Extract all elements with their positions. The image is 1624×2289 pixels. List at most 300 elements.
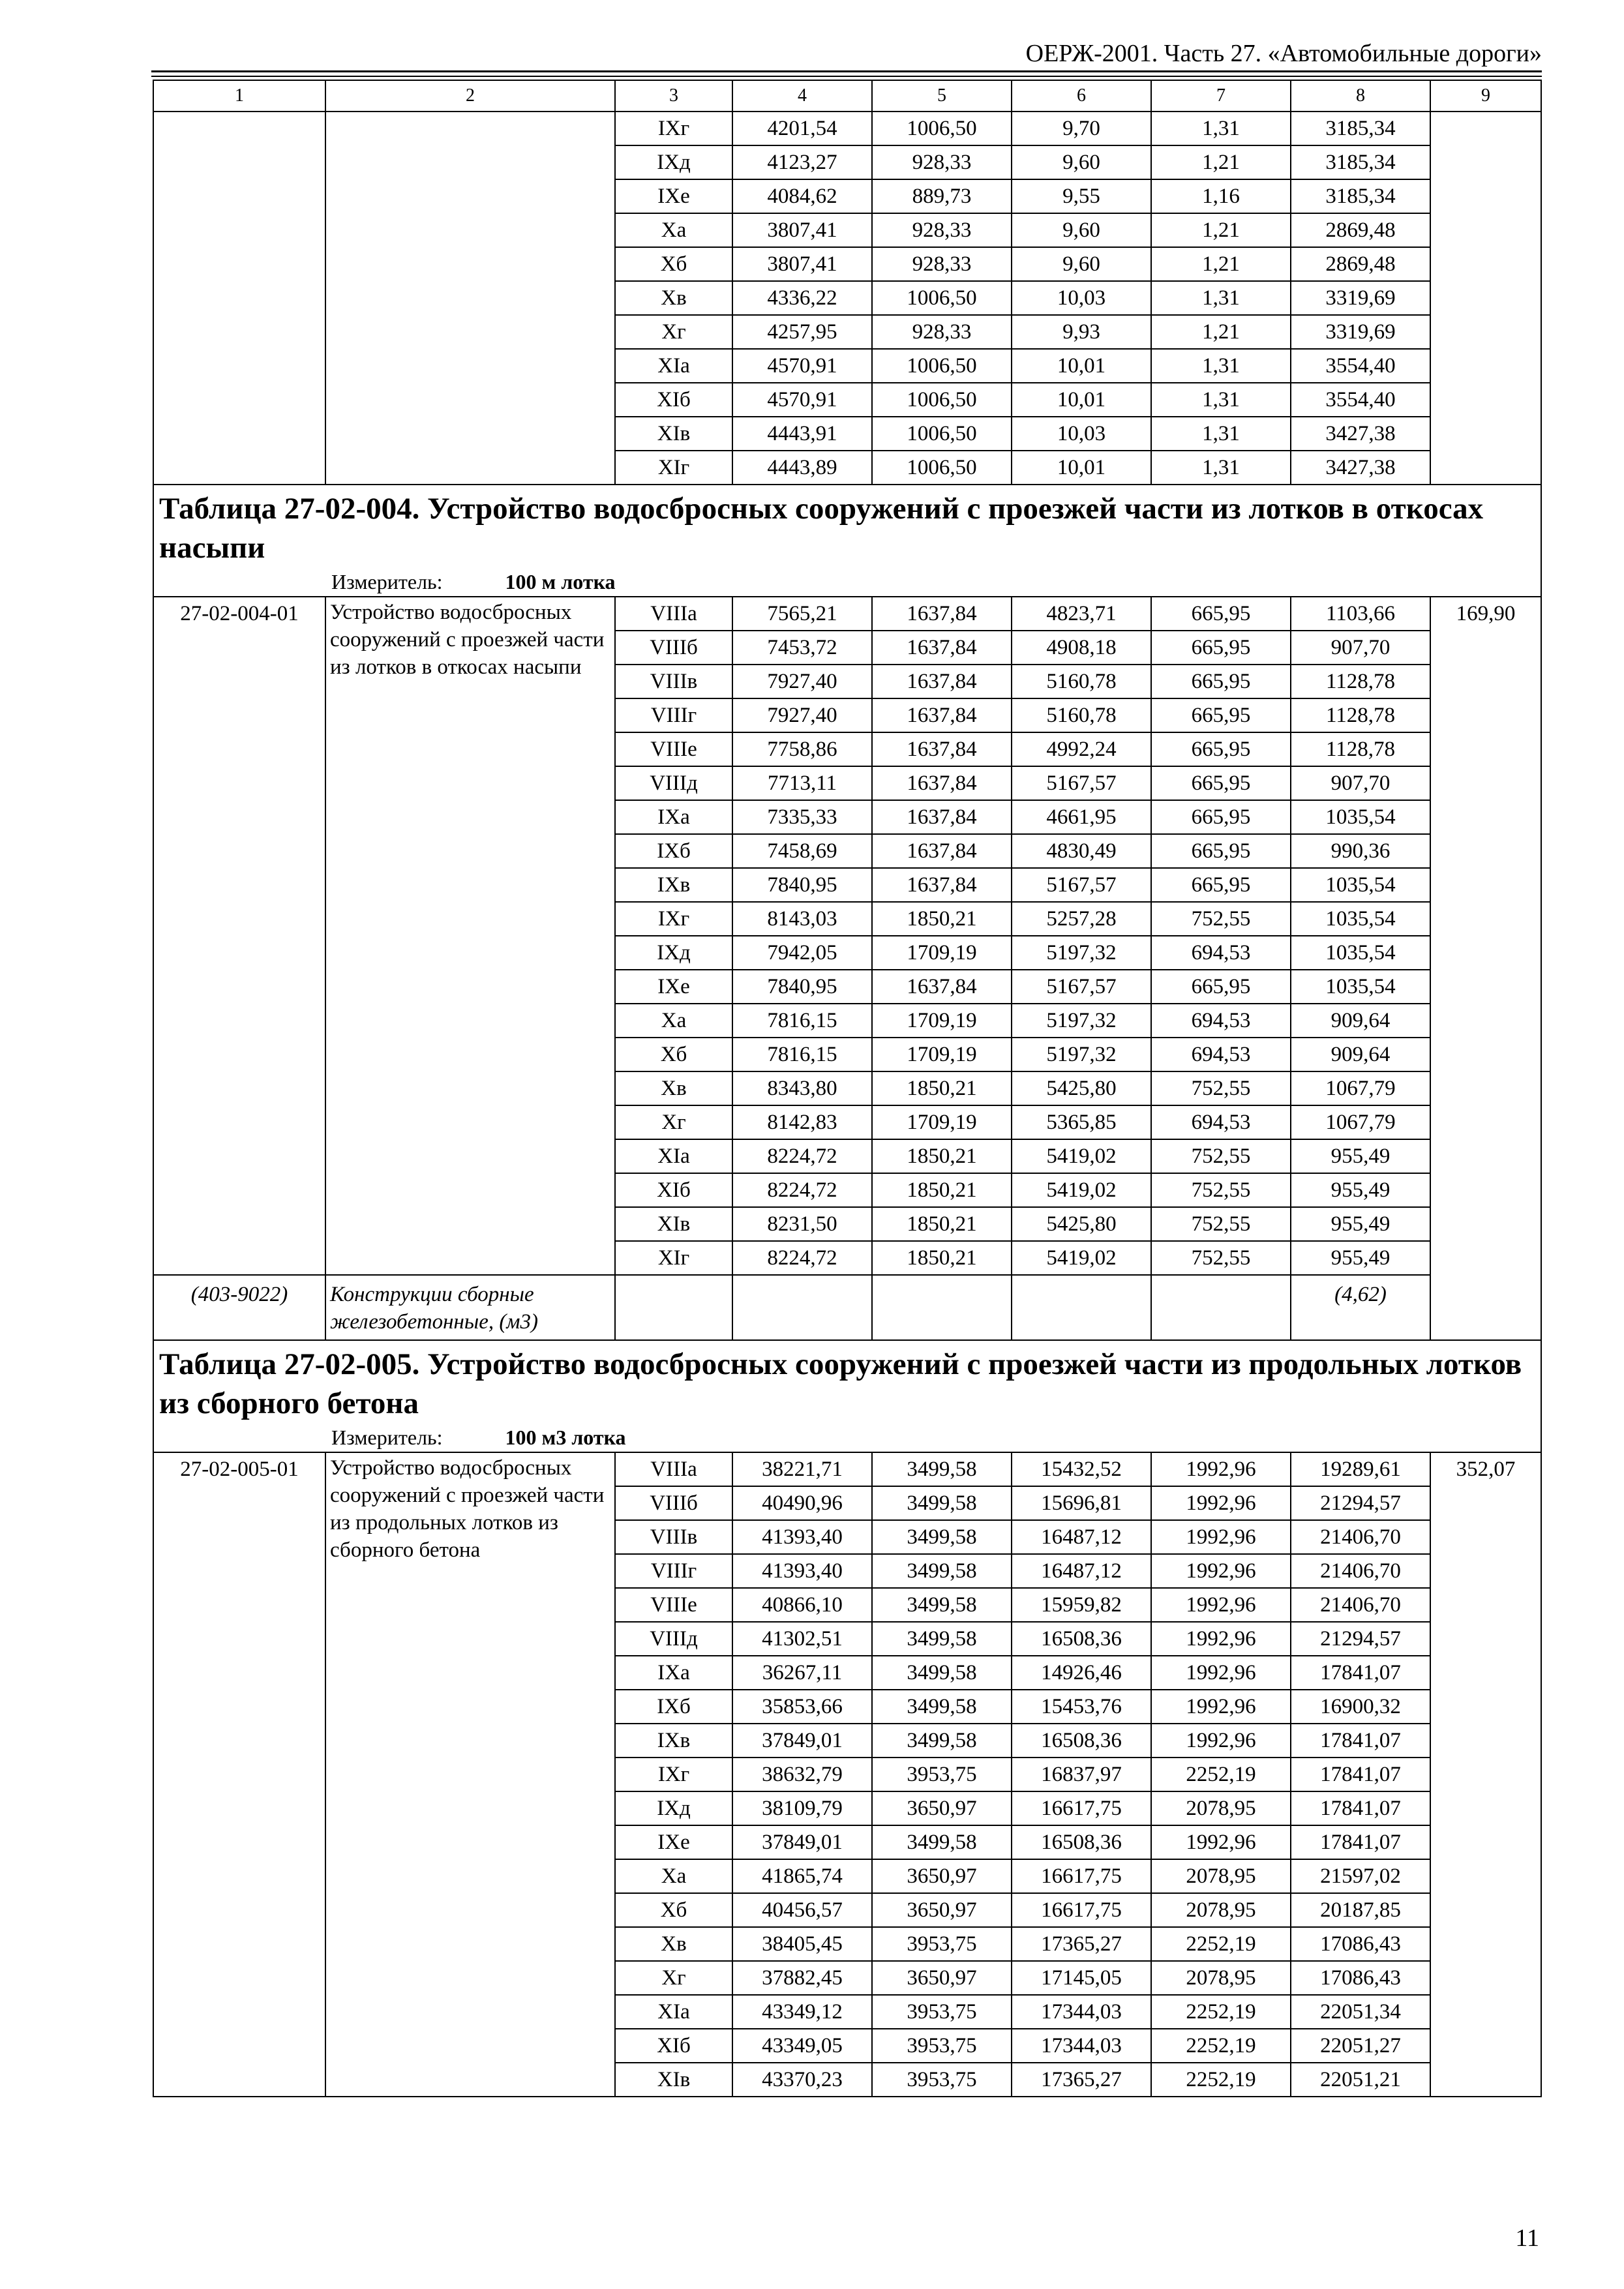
zone-cell: VIIIа bbox=[615, 1452, 732, 1486]
zone-cell: VIIIе bbox=[615, 1588, 732, 1622]
zone-cell: VIIIа bbox=[615, 597, 732, 631]
total-cost-cell: 43349,05 bbox=[732, 2029, 872, 2063]
materials-cell: 3185,34 bbox=[1291, 145, 1430, 179]
machinist-wages-cell: 1992,96 bbox=[1151, 1452, 1291, 1486]
materials-cell: 17841,07 bbox=[1291, 1724, 1430, 1758]
note-row bbox=[153, 1275, 1541, 1340]
machines-cell: 15453,76 bbox=[1012, 1690, 1151, 1724]
materials-cell: 3319,69 bbox=[1291, 281, 1430, 315]
measure-cell bbox=[153, 567, 1541, 597]
wages-cell: 1850,21 bbox=[872, 902, 1012, 936]
materials-cell: 1035,54 bbox=[1291, 800, 1430, 834]
zone-cell: Xв bbox=[615, 1927, 732, 1961]
table-row bbox=[153, 1452, 1541, 1486]
materials-cell: 955,49 bbox=[1291, 1207, 1430, 1241]
machinist-wages-cell: 2252,19 bbox=[1151, 1927, 1291, 1961]
zone-cell: VIIIд bbox=[615, 1622, 732, 1656]
zone-cell: VIIIг bbox=[615, 698, 732, 732]
wages-cell: 1637,84 bbox=[872, 631, 1012, 665]
rates-table bbox=[153, 80, 1542, 2097]
wages-cell: 3953,75 bbox=[872, 1927, 1012, 1961]
machines-cell: 5419,02 bbox=[1012, 1241, 1151, 1275]
wages-cell: 1637,84 bbox=[872, 970, 1012, 1004]
wages-cell: 3499,58 bbox=[872, 1520, 1012, 1554]
materials-cell: 2869,48 bbox=[1291, 247, 1430, 281]
materials-cell: 909,64 bbox=[1291, 1004, 1430, 1038]
materials-cell: 19289,61 bbox=[1291, 1452, 1430, 1486]
total-cost-cell: 41393,40 bbox=[732, 1554, 872, 1588]
machines-cell: 10,01 bbox=[1012, 451, 1151, 485]
machinist-wages-cell: 665,95 bbox=[1151, 698, 1291, 732]
wages-cell: 1637,84 bbox=[872, 665, 1012, 698]
machines-cell: 16617,75 bbox=[1012, 1859, 1151, 1893]
machinist-wages-cell: 2252,19 bbox=[1151, 2029, 1291, 2063]
machinist-wages-cell: 2252,19 bbox=[1151, 1995, 1291, 2029]
machines-cell: 9,70 bbox=[1012, 112, 1151, 145]
machinist-wages-cell: 694,53 bbox=[1151, 1004, 1291, 1038]
zone-cell: IXа bbox=[615, 800, 732, 834]
wages-cell: 3499,58 bbox=[872, 1724, 1012, 1758]
total-cost-cell: 3807,41 bbox=[732, 213, 872, 247]
column-number-9: 9 bbox=[1430, 80, 1541, 112]
materials-cell: 955,49 bbox=[1291, 1139, 1430, 1173]
machines-cell: 17344,03 bbox=[1012, 2029, 1151, 2063]
machines-cell: 5167,57 bbox=[1012, 970, 1151, 1004]
machinist-wages-cell: 1992,96 bbox=[1151, 1588, 1291, 1622]
total-cost-cell: 41865,74 bbox=[732, 1859, 872, 1893]
zone-cell: XIв bbox=[615, 2063, 732, 2097]
machinist-wages-cell: 694,53 bbox=[1151, 936, 1291, 970]
wages-cell: 3650,97 bbox=[872, 1961, 1012, 1995]
total-cost-cell: 7713,11 bbox=[732, 766, 872, 800]
column-number-3: 3 bbox=[615, 80, 732, 112]
materials-cell: 990,36 bbox=[1291, 834, 1430, 868]
total-cost-cell: 7758,86 bbox=[732, 732, 872, 766]
machines-cell: 16487,12 bbox=[1012, 1520, 1151, 1554]
machines-cell: 16508,36 bbox=[1012, 1825, 1151, 1859]
materials-cell: 955,49 bbox=[1291, 1241, 1430, 1275]
total-cost-cell: 4570,91 bbox=[732, 383, 872, 417]
zone-cell: Xа bbox=[615, 1859, 732, 1893]
wages-cell: 1850,21 bbox=[872, 1139, 1012, 1173]
wages-cell: 3499,58 bbox=[872, 1825, 1012, 1859]
machines-cell: 9,60 bbox=[1012, 145, 1151, 179]
materials-cell: 1128,78 bbox=[1291, 665, 1430, 698]
wages-cell: 1637,84 bbox=[872, 698, 1012, 732]
machines-cell: 5160,78 bbox=[1012, 698, 1151, 732]
column-number-1: 1 bbox=[153, 80, 325, 112]
wages-cell: 1006,50 bbox=[872, 417, 1012, 451]
total-cost-cell: 37882,45 bbox=[732, 1961, 872, 1995]
zone-cell: Xв bbox=[615, 281, 732, 315]
machines-cell: 9,60 bbox=[1012, 247, 1151, 281]
total-cost-cell: 38221,71 bbox=[732, 1452, 872, 1486]
wages-cell: 928,33 bbox=[872, 213, 1012, 247]
column-number-6: 6 bbox=[1012, 80, 1151, 112]
machinist-wages-cell: 665,95 bbox=[1151, 970, 1291, 1004]
column-number-row bbox=[153, 80, 1541, 112]
machines-cell: 16617,75 bbox=[1012, 1893, 1151, 1927]
zone-cell: IXе bbox=[615, 1825, 732, 1859]
empty-cell bbox=[732, 1275, 872, 1340]
machinist-wages-cell: 1,16 bbox=[1151, 179, 1291, 213]
machines-cell: 4992,24 bbox=[1012, 732, 1151, 766]
machinist-wages-cell: 1,21 bbox=[1151, 213, 1291, 247]
zone-cell: IXд bbox=[615, 145, 732, 179]
zone-cell: VIIIв bbox=[615, 665, 732, 698]
total-cost-cell: 8224,72 bbox=[732, 1173, 872, 1207]
wages-cell: 1006,50 bbox=[872, 451, 1012, 485]
machines-cell: 4830,49 bbox=[1012, 834, 1151, 868]
zone-cell: Xг bbox=[615, 1961, 732, 1995]
zone-cell: IXа bbox=[615, 1656, 732, 1690]
total-cost-cell: 7816,15 bbox=[732, 1004, 872, 1038]
zone-cell: Xб bbox=[615, 247, 732, 281]
machinist-wages-cell: 665,95 bbox=[1151, 834, 1291, 868]
materials-cell: 907,70 bbox=[1291, 766, 1430, 800]
total-cost-cell: 40490,96 bbox=[732, 1486, 872, 1520]
machines-cell: 5257,28 bbox=[1012, 902, 1151, 936]
wages-cell: 928,33 bbox=[872, 145, 1012, 179]
total-cost-cell: 4443,91 bbox=[732, 417, 872, 451]
zone-cell: Xб bbox=[615, 1038, 732, 1071]
machinist-wages-cell: 1992,96 bbox=[1151, 1554, 1291, 1588]
machines-cell: 5419,02 bbox=[1012, 1139, 1151, 1173]
machinist-wages-cell: 1992,96 bbox=[1151, 1622, 1291, 1656]
zone-cell: XIа bbox=[615, 1139, 732, 1173]
total-cost-cell: 4084,62 bbox=[732, 179, 872, 213]
machines-cell: 5197,32 bbox=[1012, 936, 1151, 970]
machinist-wages-cell: 665,95 bbox=[1151, 800, 1291, 834]
table-title: Таблица 27-02-005. Устройство водосбросных сооружений с проезжей части из продольных лотков из сборного бетона bbox=[153, 1340, 1541, 1423]
machinist-wages-cell: 665,95 bbox=[1151, 631, 1291, 665]
wages-cell: 1850,21 bbox=[872, 1241, 1012, 1275]
rates-table-body bbox=[153, 80, 1541, 2097]
total-cost-cell: 7816,15 bbox=[732, 1038, 872, 1071]
materials-cell: 1128,78 bbox=[1291, 698, 1430, 732]
zone-cell: Xг bbox=[615, 315, 732, 349]
wages-cell: 1850,21 bbox=[872, 1071, 1012, 1105]
wages-cell: 1637,84 bbox=[872, 868, 1012, 902]
zone-cell: IXе bbox=[615, 179, 732, 213]
measure-label: Измеритель: bbox=[331, 569, 443, 593]
zone-cell: XIб bbox=[615, 1173, 732, 1207]
zone-cell: IXд bbox=[615, 1791, 732, 1825]
wages-cell: 1006,50 bbox=[872, 383, 1012, 417]
machinist-wages-cell: 752,55 bbox=[1151, 902, 1291, 936]
machinist-wages-cell: 1992,96 bbox=[1151, 1656, 1291, 1690]
wages-cell: 1637,84 bbox=[872, 732, 1012, 766]
materials-cell: 22051,21 bbox=[1291, 2063, 1430, 2097]
machinist-wages-cell: 665,95 bbox=[1151, 732, 1291, 766]
machines-cell: 5365,85 bbox=[1012, 1105, 1151, 1139]
machinist-wages-cell: 1992,96 bbox=[1151, 1825, 1291, 1859]
wages-cell: 3953,75 bbox=[872, 1758, 1012, 1791]
machines-cell: 16617,75 bbox=[1012, 1791, 1151, 1825]
zone-cell: VIIIг bbox=[615, 1554, 732, 1588]
zone-cell: VIIIд bbox=[615, 766, 732, 800]
rate-code: 27-02-005-01 bbox=[153, 1452, 325, 2097]
total-cost-cell: 3807,41 bbox=[732, 247, 872, 281]
materials-cell: 1128,78 bbox=[1291, 732, 1430, 766]
machines-cell: 17344,03 bbox=[1012, 1995, 1151, 2029]
materials-cell: 1067,79 bbox=[1291, 1071, 1430, 1105]
machinist-wages-cell: 1992,96 bbox=[1151, 1520, 1291, 1554]
machinist-wages-cell: 752,55 bbox=[1151, 1071, 1291, 1105]
total-cost-cell: 8231,50 bbox=[732, 1207, 872, 1241]
machinist-wages-cell: 665,95 bbox=[1151, 766, 1291, 800]
wages-cell: 1637,84 bbox=[872, 834, 1012, 868]
name-cell-empty bbox=[325, 112, 615, 485]
total-cost-cell: 7335,33 bbox=[732, 800, 872, 834]
total-cost-cell: 38405,45 bbox=[732, 1927, 872, 1961]
machinist-wages-cell: 2252,19 bbox=[1151, 2063, 1291, 2097]
machines-cell: 5167,57 bbox=[1012, 766, 1151, 800]
zone-cell: Xг bbox=[615, 1105, 732, 1139]
materials-cell: 909,64 bbox=[1291, 1038, 1430, 1071]
machines-cell: 16837,97 bbox=[1012, 1758, 1151, 1791]
wages-cell: 928,33 bbox=[872, 247, 1012, 281]
machines-cell: 5419,02 bbox=[1012, 1173, 1151, 1207]
measure-cell bbox=[153, 1423, 1541, 1452]
page-number: 11 bbox=[1515, 2224, 1539, 2252]
materials-cell: 17841,07 bbox=[1291, 1791, 1430, 1825]
wages-cell: 928,33 bbox=[872, 315, 1012, 349]
empty-cell bbox=[1151, 1275, 1291, 1340]
wages-cell: 1709,19 bbox=[872, 1038, 1012, 1071]
machines-cell: 16487,12 bbox=[1012, 1554, 1151, 1588]
machinist-wages-cell: 665,95 bbox=[1151, 868, 1291, 902]
zone-cell: IXг bbox=[615, 1758, 732, 1791]
machinist-wages-cell: 1,31 bbox=[1151, 281, 1291, 315]
wages-cell: 1006,50 bbox=[872, 112, 1012, 145]
table-title: Таблица 27-02-004. Устройство водосбросных сооружений с проезжей части из лотков в откосах насыпи bbox=[153, 485, 1541, 567]
machinist-wages-cell: 2078,95 bbox=[1151, 1791, 1291, 1825]
machinist-wages-cell: 1,31 bbox=[1151, 112, 1291, 145]
total-cost-cell: 35853,66 bbox=[732, 1690, 872, 1724]
column-number-2: 2 bbox=[325, 80, 615, 112]
machinist-wages-cell: 1992,96 bbox=[1151, 1724, 1291, 1758]
machinist-wages-cell: 1992,96 bbox=[1151, 1690, 1291, 1724]
zone-cell: IXг bbox=[615, 112, 732, 145]
machinist-wages-cell: 694,53 bbox=[1151, 1105, 1291, 1139]
machines-cell: 10,03 bbox=[1012, 281, 1151, 315]
materials-cell: 1035,54 bbox=[1291, 868, 1430, 902]
total-cost-cell: 4443,89 bbox=[732, 451, 872, 485]
machinist-wages-cell: 2078,95 bbox=[1151, 1893, 1291, 1927]
zone-cell: XIг bbox=[615, 1241, 732, 1275]
wages-cell: 3499,58 bbox=[872, 1486, 1012, 1520]
machinist-wages-cell: 1,21 bbox=[1151, 145, 1291, 179]
wages-cell: 3953,75 bbox=[872, 1995, 1012, 2029]
total-cost-cell: 4336,22 bbox=[732, 281, 872, 315]
empty-cell bbox=[872, 1275, 1012, 1340]
total-cost-cell: 8143,03 bbox=[732, 902, 872, 936]
total-cost-cell: 7453,72 bbox=[732, 631, 872, 665]
materials-cell: 3554,40 bbox=[1291, 383, 1430, 417]
machinist-wages-cell: 752,55 bbox=[1151, 1241, 1291, 1275]
header-rule-thin bbox=[151, 76, 1542, 77]
zone-cell: IXв bbox=[615, 1724, 732, 1758]
materials-cell: 22051,27 bbox=[1291, 2029, 1430, 2063]
measure-value: 100 м лотка bbox=[505, 569, 616, 593]
machines-cell: 10,03 bbox=[1012, 417, 1151, 451]
machinist-wages-cell: 752,55 bbox=[1151, 1207, 1291, 1241]
labour-cost-cell: 352,07 bbox=[1430, 1452, 1541, 2097]
machinist-wages-cell: 694,53 bbox=[1151, 1038, 1291, 1071]
materials-cell: 955,49 bbox=[1291, 1173, 1430, 1207]
machines-cell: 15696,81 bbox=[1012, 1486, 1151, 1520]
materials-cell: 2869,48 bbox=[1291, 213, 1430, 247]
materials-cell: 3427,38 bbox=[1291, 417, 1430, 451]
column-number-7: 7 bbox=[1151, 80, 1291, 112]
machines-cell: 10,01 bbox=[1012, 349, 1151, 383]
machinist-wages-cell: 1,21 bbox=[1151, 247, 1291, 281]
zone-cell: XIб bbox=[615, 2029, 732, 2063]
machines-cell: 4908,18 bbox=[1012, 631, 1151, 665]
labour-cost-cell: 169,90 bbox=[1430, 597, 1541, 1340]
total-cost-cell: 38632,79 bbox=[732, 1758, 872, 1791]
zone-cell: XIв bbox=[615, 417, 732, 451]
rate-name: Устройство водосбросных сооружений с проезжей части из лотков в откосах насыпи bbox=[325, 597, 615, 1275]
rate-name: Устройство водосбросных сооружений с проезжей части из продольных лотков из сборного бетона bbox=[325, 1452, 615, 2097]
materials-cell: 17841,07 bbox=[1291, 1656, 1430, 1690]
machines-cell: 10,01 bbox=[1012, 383, 1151, 417]
header-rule bbox=[151, 70, 1542, 72]
machines-cell: 5425,80 bbox=[1012, 1071, 1151, 1105]
total-cost-cell: 4257,95 bbox=[732, 315, 872, 349]
materials-cell: 1035,54 bbox=[1291, 970, 1430, 1004]
table-row bbox=[153, 112, 1541, 145]
column-number-8: 8 bbox=[1291, 80, 1430, 112]
machinist-wages-cell: 1,31 bbox=[1151, 383, 1291, 417]
machinist-wages-cell: 665,95 bbox=[1151, 597, 1291, 631]
zone-cell: XIб bbox=[615, 383, 732, 417]
machinist-wages-cell: 1992,96 bbox=[1151, 1486, 1291, 1520]
wages-cell: 1637,84 bbox=[872, 597, 1012, 631]
total-cost-cell: 7927,40 bbox=[732, 698, 872, 732]
materials-cell: 17086,43 bbox=[1291, 1927, 1430, 1961]
measure-row bbox=[153, 567, 1541, 597]
zone-cell: Xб bbox=[615, 1893, 732, 1927]
wages-cell: 3650,97 bbox=[872, 1791, 1012, 1825]
machines-cell: 17145,05 bbox=[1012, 1961, 1151, 1995]
machinist-wages-cell: 1,31 bbox=[1151, 417, 1291, 451]
total-cost-cell: 40866,10 bbox=[732, 1588, 872, 1622]
materials-cell: 21406,70 bbox=[1291, 1588, 1430, 1622]
machines-cell: 9,60 bbox=[1012, 213, 1151, 247]
resource-quantity: (4,62) bbox=[1291, 1275, 1430, 1340]
machinist-wages-cell: 2078,95 bbox=[1151, 1859, 1291, 1893]
page-header: ОЕРЖ-2001. Часть 27. «Автомобильные дороги» bbox=[1025, 40, 1542, 67]
zone-cell: Xа bbox=[615, 1004, 732, 1038]
resource-name: Конструкции сборные железобетонные, (м3) bbox=[325, 1275, 615, 1340]
materials-cell: 1103,66 bbox=[1291, 597, 1430, 631]
zone-cell: IXд bbox=[615, 936, 732, 970]
total-cost-cell: 8142,83 bbox=[732, 1105, 872, 1139]
table-title-row bbox=[153, 485, 1541, 567]
zone-cell: VIIIе bbox=[615, 732, 732, 766]
zone-cell: XIв bbox=[615, 1207, 732, 1241]
total-cost-cell: 7927,40 bbox=[732, 665, 872, 698]
machinist-wages-cell: 752,55 bbox=[1151, 1139, 1291, 1173]
machines-cell: 4823,71 bbox=[1012, 597, 1151, 631]
materials-cell: 21406,70 bbox=[1291, 1520, 1430, 1554]
materials-cell: 21597,02 bbox=[1291, 1859, 1430, 1893]
wages-cell: 1637,84 bbox=[872, 800, 1012, 834]
machines-cell: 5160,78 bbox=[1012, 665, 1151, 698]
column-number-5: 5 bbox=[872, 80, 1012, 112]
total-cost-cell: 37849,01 bbox=[732, 1724, 872, 1758]
wages-cell: 3650,97 bbox=[872, 1893, 1012, 1927]
machines-cell: 5197,32 bbox=[1012, 1038, 1151, 1071]
machines-cell: 5197,32 bbox=[1012, 1004, 1151, 1038]
zone-cell: Xв bbox=[615, 1071, 732, 1105]
total-cost-cell: 41302,51 bbox=[732, 1622, 872, 1656]
total-cost-cell: 4570,91 bbox=[732, 349, 872, 383]
materials-cell: 1035,54 bbox=[1291, 902, 1430, 936]
materials-cell: 3319,69 bbox=[1291, 315, 1430, 349]
machines-cell: 14926,46 bbox=[1012, 1656, 1151, 1690]
total-cost-cell: 8343,80 bbox=[732, 1071, 872, 1105]
total-cost-cell: 8224,72 bbox=[732, 1139, 872, 1173]
machinist-wages-cell: 2078,95 bbox=[1151, 1961, 1291, 1995]
total-cost-cell: 7840,95 bbox=[732, 868, 872, 902]
materials-cell: 21294,57 bbox=[1291, 1486, 1430, 1520]
zone-cell: XIа bbox=[615, 1995, 732, 2029]
materials-cell: 16900,32 bbox=[1291, 1690, 1430, 1724]
measure-label: Измеритель: bbox=[331, 1425, 443, 1449]
machinist-wages-cell: 1,31 bbox=[1151, 451, 1291, 485]
machines-cell: 15432,52 bbox=[1012, 1452, 1151, 1486]
zone-cell: Xа bbox=[615, 213, 732, 247]
materials-cell: 1067,79 bbox=[1291, 1105, 1430, 1139]
zone-cell: VIIIб bbox=[615, 1486, 732, 1520]
wages-cell: 3499,58 bbox=[872, 1554, 1012, 1588]
wages-cell: 3953,75 bbox=[872, 2029, 1012, 2063]
machines-cell: 16508,36 bbox=[1012, 1622, 1151, 1656]
machinist-wages-cell: 752,55 bbox=[1151, 1173, 1291, 1207]
machinist-wages-cell: 2252,19 bbox=[1151, 1758, 1291, 1791]
materials-cell: 3554,40 bbox=[1291, 349, 1430, 383]
machines-cell: 4661,95 bbox=[1012, 800, 1151, 834]
wages-cell: 3499,58 bbox=[872, 1690, 1012, 1724]
materials-cell: 20187,85 bbox=[1291, 1893, 1430, 1927]
total-cost-cell: 7565,21 bbox=[732, 597, 872, 631]
machines-cell: 5425,80 bbox=[1012, 1207, 1151, 1241]
zone-cell: VIIIб bbox=[615, 631, 732, 665]
table-title-row bbox=[153, 1340, 1541, 1423]
labour-cell-empty bbox=[1430, 112, 1541, 485]
measure-value: 100 м3 лотка bbox=[505, 1425, 626, 1449]
resource-code: (403-9022) bbox=[153, 1275, 325, 1340]
machinist-wages-cell: 665,95 bbox=[1151, 665, 1291, 698]
total-cost-cell: 7942,05 bbox=[732, 936, 872, 970]
machines-cell: 16508,36 bbox=[1012, 1724, 1151, 1758]
zone-cell: IXб bbox=[615, 834, 732, 868]
zone-cell: IXг bbox=[615, 902, 732, 936]
column-number-4: 4 bbox=[732, 80, 872, 112]
wages-cell: 3650,97 bbox=[872, 1859, 1012, 1893]
materials-cell: 21294,57 bbox=[1291, 1622, 1430, 1656]
materials-cell: 907,70 bbox=[1291, 631, 1430, 665]
wages-cell: 1637,84 bbox=[872, 766, 1012, 800]
total-cost-cell: 4123,27 bbox=[732, 145, 872, 179]
wages-cell: 1850,21 bbox=[872, 1173, 1012, 1207]
measure-row bbox=[153, 1423, 1541, 1452]
machines-cell: 17365,27 bbox=[1012, 1927, 1151, 1961]
total-cost-cell: 7458,69 bbox=[732, 834, 872, 868]
